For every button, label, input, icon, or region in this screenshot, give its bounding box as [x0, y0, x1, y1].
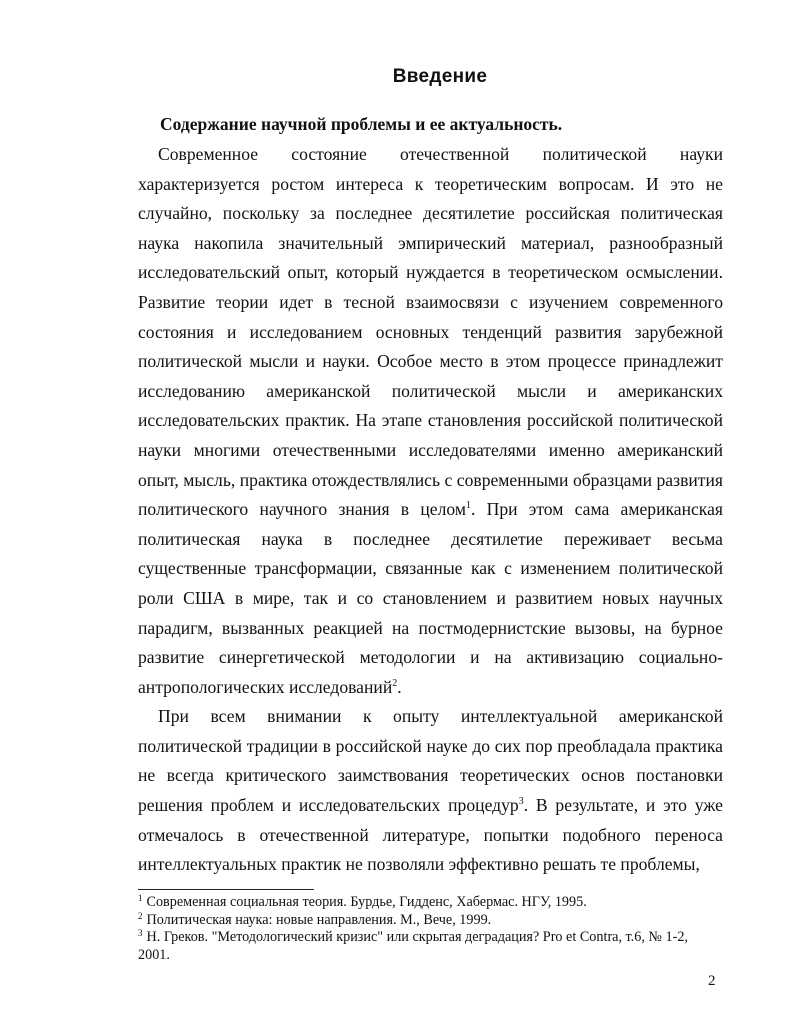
footnote-number: 2	[138, 910, 143, 921]
footnote-text: Политическая наука: новые направления. М., Вече, 1999.	[146, 911, 492, 928]
page-heading: Введение	[392, 66, 488, 87]
footnote-number: 3	[138, 928, 143, 938]
footnote-number: 1	[138, 893, 143, 903]
paragraph-1-segment-3: .	[397, 676, 402, 697]
paragraph-2-segment-1: При всем внимании к опыту интеллектуальной американской политической традиции в российской науке до сих пор преобладала практика не всегда критического заимствования теоретических основ постановки решения проблем и исследовательских процедур	[138, 706, 723, 816]
paragraph-1-segment-1: Современное состояние отечественной политической науки характеризуется ростом интереса к теоретическим вопросам. И это не случайно, поскольку за последнее десятилетие российская политическая наука накопила значительный эмпирический материал, разнообразный исследовательский опыт, который нуждается в теоретическом осмыслении. Развитие теории идет в тесной взаимосвязи с изучением современного состояния и исследованием основных тенденций развития зарубежной политической мысли и науки. Особое место в этом процессе принадлежит исследованию американской политической мысли и американских исследовательских практик. На этапе становления российской политической науки многими отечественными исследователями именно американский опыт, мысль, практика отождествлялись с современными образцами развития политического научного знания в целом	[138, 144, 723, 520]
footnote-ref-1: 1	[465, 500, 471, 512]
footnotes	[138, 894, 723, 964]
footnote-text: Н. Греков. "Методологический кризис" или скрытая деградация? Pro et Contra, т.6, № 1-2, 2001.	[138, 929, 688, 963]
section-subheading: Содержание научной проблемы и ее актуальность.	[160, 114, 563, 134]
footnote-ref-3: 3	[518, 796, 524, 808]
footnote-ref-2: 2	[392, 677, 398, 689]
paragraph-2	[138, 702, 723, 880]
paragraph-1	[138, 140, 723, 702]
footnote-2	[138, 912, 723, 930]
body-text	[138, 140, 723, 880]
footnote-1	[138, 894, 723, 912]
footnote-text: Современная социальная теория. Бурдье, Гидденс, Хабермас. НГУ, 1995.	[146, 894, 587, 910]
page-number: 2	[708, 973, 716, 989]
paragraph-1-segment-2: . При этом сама американская политическая наука в последнее десятилетие переживает весьма существенные трансформации, связанные как с изменением политической роли США в мире, так и со становлением и развитием новых научных парадигм, вызванных реакцией на постмодернистские вызовы, на бурное развитие синергетической методологии и на активизацию социально-антропологических исследований	[138, 499, 723, 697]
footnote-3	[138, 929, 723, 964]
paragraph-2-segment-2: . В результате, и это уже отмечалось в отечественной литературе, попытки подобного переноса интеллектуальных практик не позволяли эффективно решать те проблемы,	[138, 795, 723, 875]
footnote-separator	[138, 889, 314, 890]
